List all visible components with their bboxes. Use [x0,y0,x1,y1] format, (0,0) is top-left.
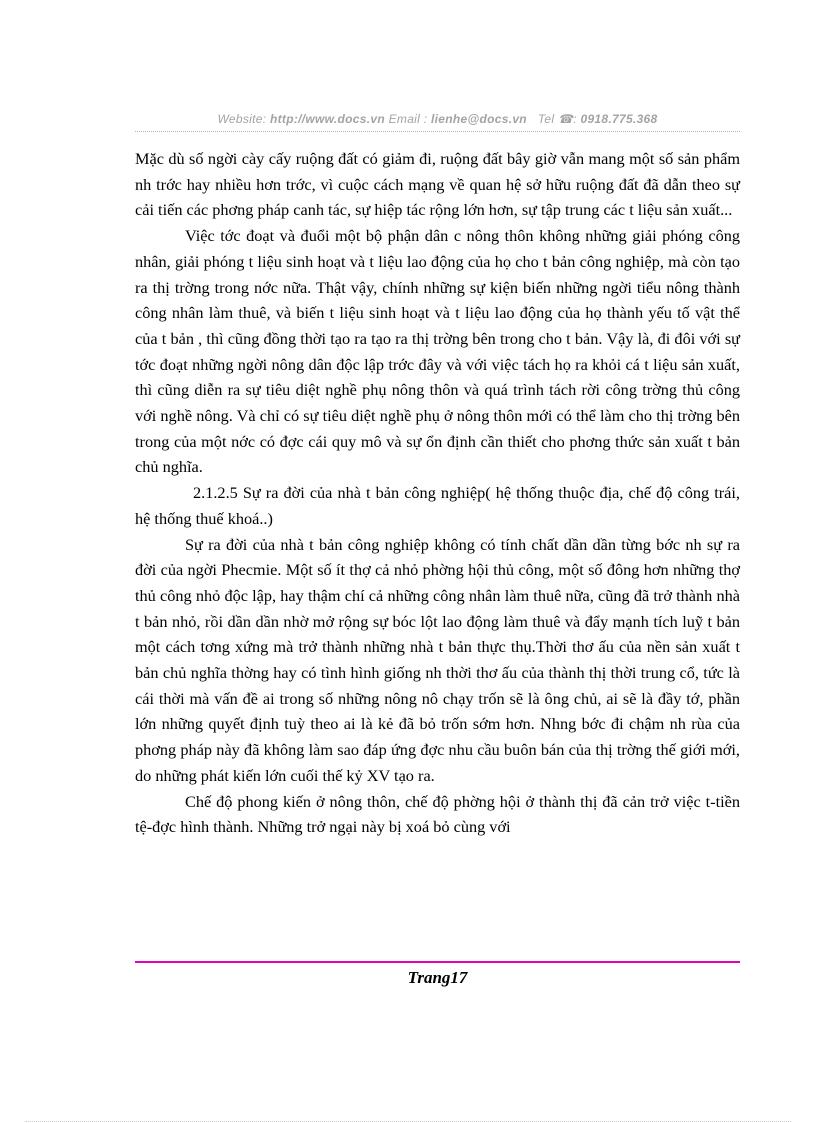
page-bottom-border [25,1121,791,1122]
page-number: Trang17 [407,968,468,987]
document-body [135,146,740,840]
tel-number: 0918.775.368 [580,112,658,126]
paragraph-2: Việc tớc đoạt và đuổi một bộ phận dân c nông thôn không những giải phóng công nhân, giải phóng t liệu sinh hoạt và t liệu lao động của họ cho t bản công nghiệp, mà còn tạo ra thị trờng trong nớc nữa. Thật vậy, chính những sự kiện biến những ngời tiểu nông thành công nhân làm thuê, và biến t liệu sinh hoạt và t liệu lao động của họ thành yếu tố vật thể của t bản , thì cũng đồng thời tạo ra tạo ra thị trờng bên trong cho t bản. Vậy là, đi đôi với sự tớc đoạt những ngời nông dân độc lập trớc đây và với việc tách họ ra khỏi cá t liệu sản xuất, thì cũng diễn ra sự tiêu diệt nghề phụ nông thôn và quá trình tách rời công trờng thủ công với nghề nông. Và chỉ có sự tiêu diệt nghề phụ ở nông thôn mới có thể làm cho thị trờng bên trong của một nớc có đợc cái quy mô và sự ổn định cần thiết cho phơng thức sản xuất t bản chủ nghĩa. [135,226,740,477]
paragraph-3: Sự ra đời của nhà t bản công nghiệp không có tính chất dần dần từng bớc nh sự ra đời của ngời Phecmie. Một số ít thợ cả nhỏ phờng hội thủ công, một số đông hơn những thợ thủ công nhỏ độc lập, hay thậm chí cả những công nhân làm thuê nữa, cũng đã trở thành nhà t bản nhỏ, rồi dần dần nhờ mở rộng sự bóc lột lao động làm thuê và đẩy mạnh tích luỹ t bản một cách tơng xứng mà trở thành những nhà t bản thực thụ.Thời thơ ấu của nền sản xuất t bản chủ nghĩa thờng hay có tình hình giống nh thời thơ ấu của thành thị thời trung cổ, tức là cái thời mà vấn đề ai trong số những nông nô chạy trốn sẽ là ông chủ, ai sẽ là đầy tớ, phần lớn những quyết định tuỳ theo ai là kẻ đã bỏ trốn sớm hơn. Nhng bớc đi chậm nh rùa của phơng pháp này đã không làm sao đáp ứng đợc nhu cầu buôn bán của thị trờng thế giới mới, do những phát kiến lớn cuối thế kỷ XV tạo ra. [135,534,740,785]
section-heading: 2.1.2.5 Sự ra đời của nhà t bản công nghiệp( hệ thống thuộc địa, chế độ công trái, hệ thống thuế khoá..) [135,483,740,528]
paragraph-1: Mặc dù số ngời cày cấy ruộng đất có giảm đi, ruộng đất bây giờ vẫn mang một số sản phẩm nh trớc hay nhiều hơn trớc, vì cuộc cách mạng về quan hệ sở hữu ruộng đất đã dẫn theo sự cải tiến các phơng pháp canh tác, sự hiệp tác rộng lớn hơn, sự tập trung các t liệu sản xuất... [135,149,740,220]
email-label: Email : [388,112,428,126]
footer-divider [135,961,740,963]
website-label: Website: [217,112,267,126]
paragraph-4: Chế độ phong kiến ở nông thôn, chế độ phờng hội ở thành thị đã cản trở việc t-tiền tệ-đợc hình thành. Những trở ngại này bị xoá bỏ cùng với [135,791,740,837]
page-header [135,112,740,126]
website-url[interactable]: http://www.docs.vn [270,112,385,126]
tel-label: Tel ☎: [537,112,577,126]
header-divider [135,131,740,132]
email-address[interactable]: lienhe@docs.vn [431,112,527,126]
